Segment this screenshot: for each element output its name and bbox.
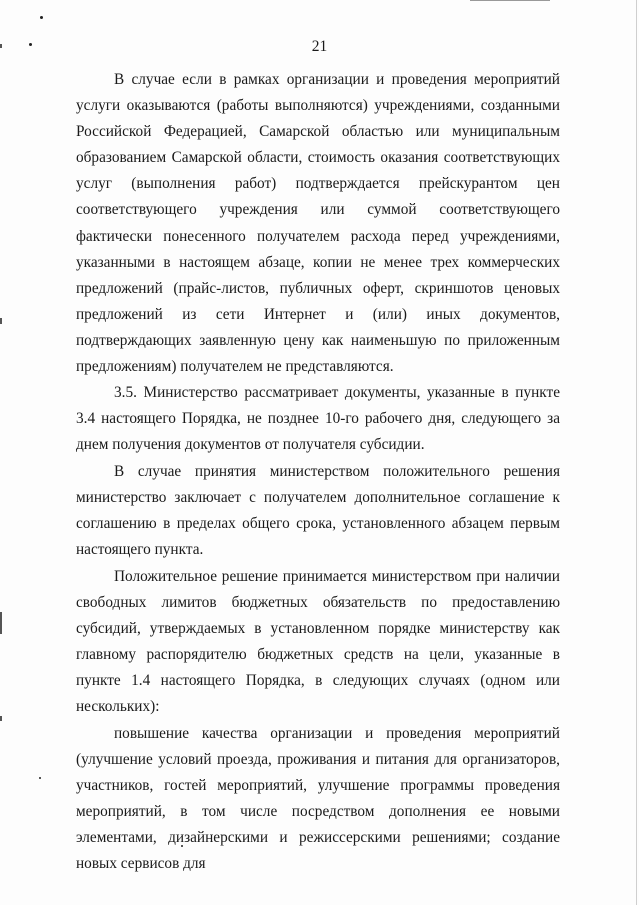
scan-speck	[40, 16, 43, 19]
paragraph-text: повышение качества организации и проведения мероприятий (улучшение условий проезда, проживания и питания для организаторов, участников, гостей мероприятий, улучшение программы проведения мероприятий, в том числе посредством дополнения ее новыми элементами, дизайнерскими и режиссерскими решениями; создание новых сервисов для	[76, 725, 560, 873]
scan-edge-mark	[0, 318, 2, 324]
paragraph-text: 3.5. Министерство рассматривает документы, указанные в пункте 3.4 настоящего Порядка, не позднее 10-го рабочего дня, следующего за днем получения документов от получателя субсидии.	[76, 384, 560, 454]
body-paragraph	[76, 380, 560, 458]
body-paragraph	[76, 721, 560, 878]
page-number: 21	[311, 38, 328, 55]
scan-edge	[636, 0, 637, 905]
scan-artifact-line	[470, 0, 550, 1]
paragraph-text: Положительное решение принимается министерством при наличии свободных лимитов бюджетных обязательств по предоставлению субсидий, утверждаемых в установленном порядке министерству как главному распорядителю бюджетных средств на цели, указанные в пункте 1.4 настоящего Порядка, в следующих случаях (одном или нескольких):	[76, 568, 560, 716]
body-paragraph	[76, 67, 560, 380]
scan-speck	[39, 777, 41, 779]
scan-edge-mark	[0, 716, 2, 721]
paragraph-text: В случае принятия министерством положительного решения министерство заключает с получателем дополнительное соглашение к соглашению в пределах общего срока, установленного абзацем первым настоящего пункта.	[76, 463, 560, 559]
scan-edge-mark	[0, 612, 2, 634]
paragraph-text: В случае если в рамках организации и проведения мероприятий услуги оказываются (работы выполняются) учреждениями, созданными Российской Федерацией, Самарской областью или муниципальным образованием Самарской области, стоимость оказания соответствующих услуг (выполнения работ) подтверждается прейскурантом цен соответствующего учреждения или суммой соответствующего фактически понесенного получателем расхода перед учреждениями, указанными в настоящем абзаце, копии не менее трех коммерческих предложений (прайс-листов, публичных оферт, скриншотов ценовых предложений из сети Интернет и (или) иных документов, подтверждающих заявленную цену как наименьшую по приложенным предложениям) получателем не представляются.	[76, 71, 560, 376]
body-paragraph	[76, 459, 560, 563]
body-paragraph	[76, 564, 560, 721]
